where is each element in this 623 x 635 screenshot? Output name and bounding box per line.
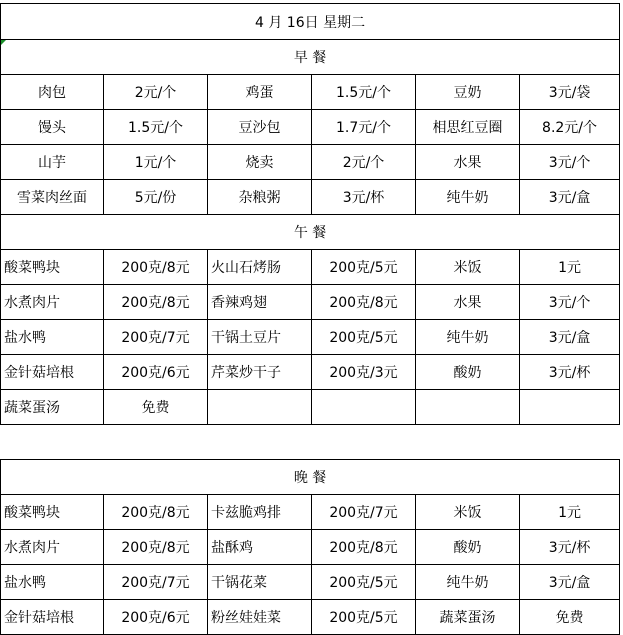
menu-price-cell: 1.7元/个 [312,110,416,145]
menu-price-cell: 1.5元/个 [104,110,208,145]
menu-item-cell: 盐酥鸡 [208,530,312,565]
date-title: 4 月 16日 星期二 [1,4,620,40]
menu-price-cell: 3元/盒 [520,180,620,215]
menu-price-cell: 2元/个 [312,145,416,180]
menu-price-cell: 1元/个 [104,145,208,180]
date-row [1,4,620,40]
menu-price-cell: 200克/8元 [312,285,416,320]
menu-item-cell: 水煮肉片 [1,530,104,565]
menu-row [1,565,620,600]
menu-price-cell: 200克/8元 [104,530,208,565]
menu-row [1,320,620,355]
menu-price-cell: 8.2元/个 [520,110,620,145]
menu-price-cell: 3元/个 [520,285,620,320]
menu-row [1,145,620,180]
menu-row [1,600,620,635]
menu-row [1,355,620,390]
meal-menu-table [0,3,620,635]
menu-item-cell: 山芋 [1,145,104,180]
menu-row [1,75,620,110]
menu-price-cell: 1元 [520,250,620,285]
menu-item-cell: 纯牛奶 [416,180,520,215]
menu-price-cell: 免费 [520,600,620,635]
menu-price-cell [520,390,620,425]
menu-price-cell: 200克/7元 [312,495,416,530]
menu-item-cell: 水果 [416,285,520,320]
menu-item-cell: 金针菇培根 [1,355,104,390]
menu-price-cell [312,390,416,425]
menu-item-cell: 酸奶 [416,530,520,565]
menu-row [1,285,620,320]
menu-price-cell: 200克/5元 [312,250,416,285]
menu-item-cell: 豆沙包 [208,110,312,145]
menu-price-cell: 3元/杯 [520,355,620,390]
menu-item-cell [208,390,312,425]
menu-price-cell: 3元/杯 [312,180,416,215]
menu-row [1,110,620,145]
menu-item-cell: 烧卖 [208,145,312,180]
menu-item-cell: 豆奶 [416,75,520,110]
menu-item-cell: 盐水鸭 [1,565,104,600]
menu-row [1,250,620,285]
meal-menu-body [1,4,620,635]
menu-item-cell: 鸡蛋 [208,75,312,110]
menu-row [1,390,620,425]
menu-row [1,530,620,565]
menu-item-cell: 相思红豆圈 [416,110,520,145]
menu-price-cell: 200克/8元 [312,530,416,565]
menu-item-cell: 香辣鸡翅 [208,285,312,320]
menu-price-cell: 2元/个 [104,75,208,110]
menu-price-cell: 200克/5元 [312,320,416,355]
menu-price-cell: 200克/5元 [312,565,416,600]
menu-item-cell: 杂粮粥 [208,180,312,215]
menu-price-cell: 5元/份 [104,180,208,215]
menu-price-cell: 1元 [520,495,620,530]
lunch-title: 午 餐 [1,215,620,250]
menu-item-cell: 粉丝娃娃菜 [208,600,312,635]
dinner-title: 晚 餐 [1,460,620,495]
menu-item-cell: 酸菜鸭块 [1,250,104,285]
menu-item-cell: 盐水鸭 [1,320,104,355]
menu-item-cell: 金针菇培根 [1,600,104,635]
section-spacer-row [1,425,620,460]
menu-item-cell: 蔬菜蛋汤 [1,390,104,425]
menu-item-cell: 酸奶 [416,355,520,390]
menu-price-cell: 3元/盒 [520,565,620,600]
menu-item-cell: 米饭 [416,495,520,530]
menu-price-cell: 3元/杯 [520,530,620,565]
menu-item-cell: 火山石烤肠 [208,250,312,285]
breakfast-title: 早 餐 [1,40,620,75]
menu-price-cell: 200克/3元 [312,355,416,390]
menu-item-cell [416,390,520,425]
menu-price-cell: 3元/盒 [520,320,620,355]
menu-item-cell: 酸菜鸭块 [1,495,104,530]
menu-price-cell: 200克/7元 [104,320,208,355]
menu-item-cell: 芹菜炒干子 [208,355,312,390]
menu-item-cell: 蔬菜蛋汤 [416,600,520,635]
menu-price-cell: 免费 [104,390,208,425]
menu-item-cell: 纯牛奶 [416,565,520,600]
menu-price-cell: 200克/5元 [312,600,416,635]
menu-item-cell: 馒头 [1,110,104,145]
menu-item-cell: 米饭 [416,250,520,285]
menu-item-cell: 干锅花菜 [208,565,312,600]
dinner-header-row [1,460,620,495]
menu-price-cell: 200克/8元 [104,495,208,530]
menu-item-cell: 干锅土豆片 [208,320,312,355]
menu-item-cell: 纯牛奶 [416,320,520,355]
menu-item-cell: 肉包 [1,75,104,110]
menu-row [1,495,620,530]
menu-price-cell: 3元/个 [520,145,620,180]
menu-price-cell: 200克/8元 [104,285,208,320]
menu-price-cell: 200克/7元 [104,565,208,600]
menu-price-cell: 1.5元/个 [312,75,416,110]
menu-price-cell: 200克/6元 [104,355,208,390]
menu-price-cell: 3元/袋 [520,75,620,110]
spacer-cell [1,425,620,460]
menu-price-cell: 200克/8元 [104,250,208,285]
menu-item-cell: 水果 [416,145,520,180]
menu-item-cell: 卡兹脆鸡排 [208,495,312,530]
menu-item-cell: 雪菜肉丝面 [1,180,104,215]
menu-row [1,180,620,215]
menu-item-cell: 水煮肉片 [1,285,104,320]
lunch-header-row [1,215,620,250]
breakfast-header-row [1,40,620,75]
menu-price-cell: 200克/6元 [104,600,208,635]
